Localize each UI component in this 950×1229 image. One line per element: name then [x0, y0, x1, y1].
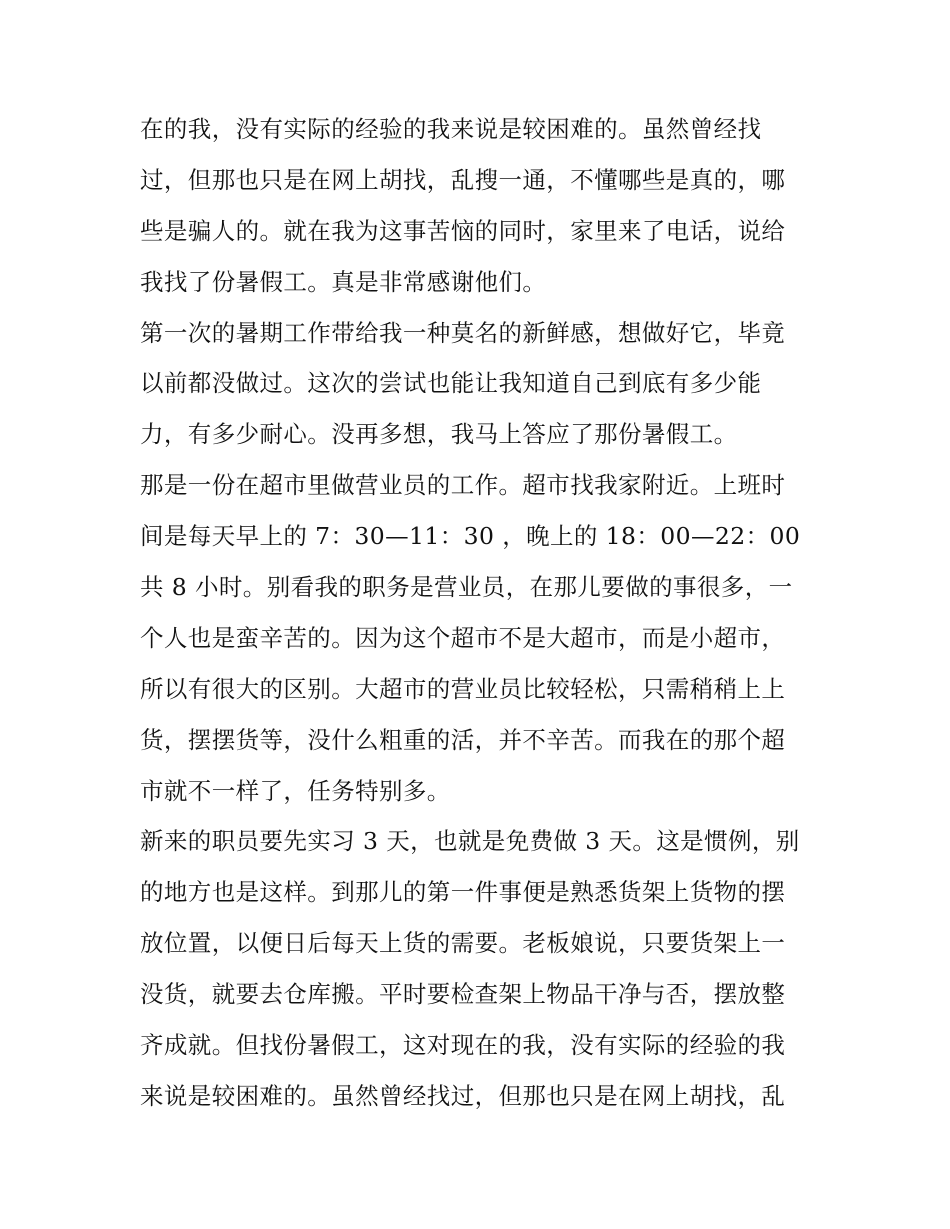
document-body — [140, 104, 820, 1122]
text-line: 所以有很大的区别。大超市的营业员比较轻松，只需稍稍上上 — [140, 674, 786, 703]
text-line: 市就不一样了，任务特别多。 — [140, 776, 451, 805]
text-line: 货，摆摆货等，没什么粗重的活，并不辛苦。而我在的那个超 — [140, 725, 786, 754]
text-line: 个人也是蛮辛苦的。因为这个超市不是大超市，而是小超市， — [140, 623, 786, 652]
text-line: 那是一份在超市里做营业员的工作。超市找我家附近。上班时 — [140, 471, 786, 500]
text-line: 第一次的暑期工作带给我一种莫名的新鲜感，想做好它，毕竟 — [140, 318, 786, 347]
text-line: 齐成就。但找份暑假工，这对现在的我，没有实际的经验的我 — [140, 1031, 786, 1060]
text-line: 的地方也是这样。到那儿的第一件事便是熟悉货架上货物的摆 — [140, 878, 786, 907]
text-line: 些是骗人的。就在我为这事苦恼的同时，家里来了电话，说给 — [140, 216, 786, 245]
text-line: 过，但那也只是在网上胡找，乱搜一通，不懂哪些是真的，哪 — [140, 165, 786, 194]
text-line: 力，有多少耐心。没再多想，我马上答应了那份暑假工。 — [140, 420, 738, 449]
text-line: 来说是较困难的。虽然曾经找过，但那也只是在网上胡找，乱 — [140, 1081, 786, 1110]
text-line: 在的我，没有实际的经验的我来说是较困难的。虽然曾经找 — [140, 115, 762, 143]
text-line: 间是每天早上的 7：30—11：30 ，晚上的 18：00—22：00 — [140, 522, 801, 551]
text-line: 放位置，以便日后每天上货的需要。老板娘说，只要货架上一 — [140, 929, 786, 958]
text-line: 以前都没做过。这次的尝试也能让我知道自己到底有多少能 — [140, 369, 762, 398]
text-line: 共 8 小时。别看我的职务是营业员，在那儿要做的事很多，一 — [140, 573, 793, 602]
text-line: 没货，就要去仓库搬。平时要检查架上物品干净与否，摆放整 — [140, 980, 786, 1009]
text-line: 我找了份暑假工。真是非常感谢他们。 — [140, 267, 547, 296]
text-line: 新来的职员要先实习 3 天，也就是免费做 3 天。这是惯例，别 — [140, 827, 800, 856]
